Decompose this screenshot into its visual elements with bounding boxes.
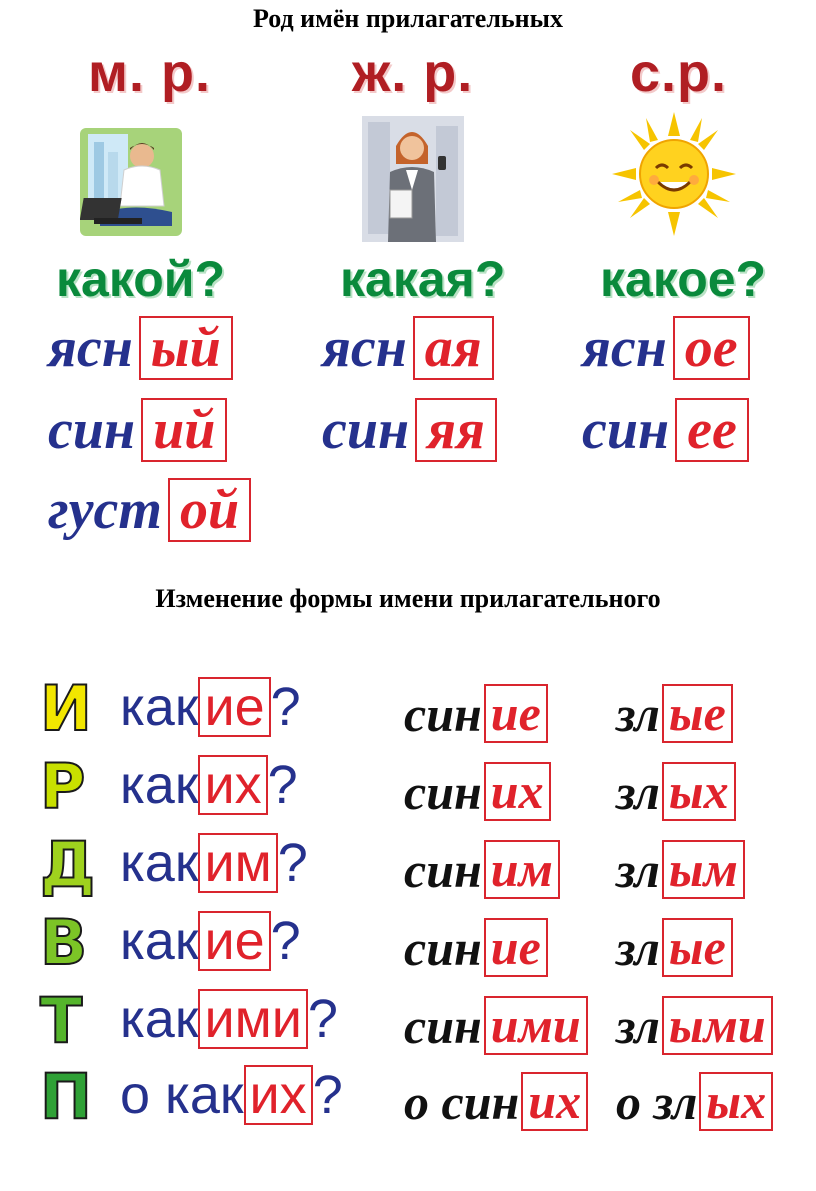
case-question (120, 910, 301, 972)
example-stem: син (404, 997, 482, 1054)
word-ending: ий (141, 398, 227, 462)
question-mark: ? (270, 911, 301, 971)
case-letter: И (40, 672, 92, 745)
title-top: Род имён прилагательных (253, 4, 563, 33)
question-mark: ? (267, 755, 298, 815)
question-ending: ими (198, 989, 307, 1050)
case-letter: П (40, 1060, 92, 1133)
gender-masculine: м. р. (88, 43, 211, 103)
word-row (48, 398, 227, 462)
example-ending: ые (662, 684, 733, 743)
word-row (322, 398, 497, 462)
word-ending: ое (673, 316, 750, 380)
case-letter: Т (40, 984, 83, 1057)
case-question (120, 676, 301, 738)
case-question (120, 1064, 343, 1126)
example-stem: зл (616, 841, 660, 898)
question-mark: ? (312, 1065, 343, 1125)
word-row (582, 316, 750, 380)
gender-feminine: ж. р. (352, 43, 474, 103)
example-blue (404, 840, 560, 899)
word-stem: густ (48, 479, 162, 542)
example-stem: зл (616, 997, 660, 1054)
example-ending: их (521, 1072, 588, 1131)
example-stem: зл (616, 763, 660, 820)
question-mark: ? (277, 833, 308, 893)
word-ending: ая (413, 316, 494, 380)
word-row (48, 316, 233, 380)
word-ending: ее (675, 398, 749, 462)
man-with-laptop-icon (80, 128, 182, 236)
word-stem: ясн (48, 317, 133, 380)
example-ending: им (484, 840, 560, 899)
example-stem: зл (616, 919, 660, 976)
word-row (582, 398, 749, 462)
example-angry (616, 762, 736, 821)
example-angry (616, 996, 773, 1055)
word-ending: ой (168, 478, 251, 542)
example-blue (404, 762, 551, 821)
example-ending: ие (484, 684, 548, 743)
woman-with-folder-icon (362, 116, 464, 242)
question-stem: как (120, 833, 199, 893)
question-stem: как (120, 755, 199, 815)
question-ending: им (198, 833, 277, 894)
example-stem: о син (404, 1073, 520, 1130)
example-stem: зл (616, 685, 660, 742)
example-angry (616, 684, 733, 743)
example-ending: ых (662, 762, 736, 821)
example-stem: син (404, 841, 482, 898)
example-ending: ими (484, 996, 588, 1055)
example-angry (616, 918, 733, 977)
case-question (120, 754, 298, 816)
question-stem: как (120, 677, 199, 737)
example-stem: о зл (616, 1073, 698, 1130)
question-mark: ? (307, 989, 338, 1049)
example-ending: ие (484, 918, 548, 977)
question-feminine: какая? (340, 251, 506, 307)
word-stem: син (48, 399, 136, 462)
case-question (120, 832, 308, 894)
case-question (120, 988, 338, 1050)
question-stem: как (120, 989, 199, 1049)
word-stem: ясн (582, 317, 667, 380)
question-mark: ? (270, 677, 301, 737)
question-ending: ие (198, 677, 270, 738)
question-ending: их (244, 1065, 313, 1126)
word-stem: ясн (322, 317, 407, 380)
example-stem: син (404, 685, 482, 742)
case-letter: Р (40, 750, 86, 823)
example-blue (404, 996, 588, 1055)
word-ending: яя (415, 398, 497, 462)
example-angry (616, 1072, 773, 1131)
example-ending: ые (662, 918, 733, 977)
case-letter: В (40, 906, 88, 979)
example-blue (404, 918, 548, 977)
example-angry (616, 840, 745, 899)
example-blue (404, 1072, 588, 1131)
word-row (48, 478, 251, 542)
example-stem: син (404, 919, 482, 976)
case-letter: Д (40, 828, 96, 901)
question-stem: о как (120, 1065, 244, 1125)
word-row (322, 316, 494, 380)
title-bottom: Изменение формы имени прилагательного (155, 584, 661, 613)
example-ending: ых (699, 1072, 773, 1131)
word-stem: син (582, 399, 670, 462)
example-blue (404, 684, 548, 743)
question-ending: их (198, 755, 267, 816)
smiling-sun-icon (612, 112, 736, 236)
example-ending: их (484, 762, 551, 821)
example-ending: ым (662, 840, 745, 899)
question-stem: как (120, 911, 199, 971)
question-masculine: какой? (56, 251, 226, 307)
question-neuter: какое? (600, 251, 767, 307)
word-stem: син (322, 399, 410, 462)
example-stem: син (404, 763, 482, 820)
gender-neuter: с.р. (630, 43, 728, 103)
question-ending: ие (198, 911, 270, 972)
word-ending: ый (139, 316, 233, 380)
example-ending: ыми (662, 996, 773, 1055)
